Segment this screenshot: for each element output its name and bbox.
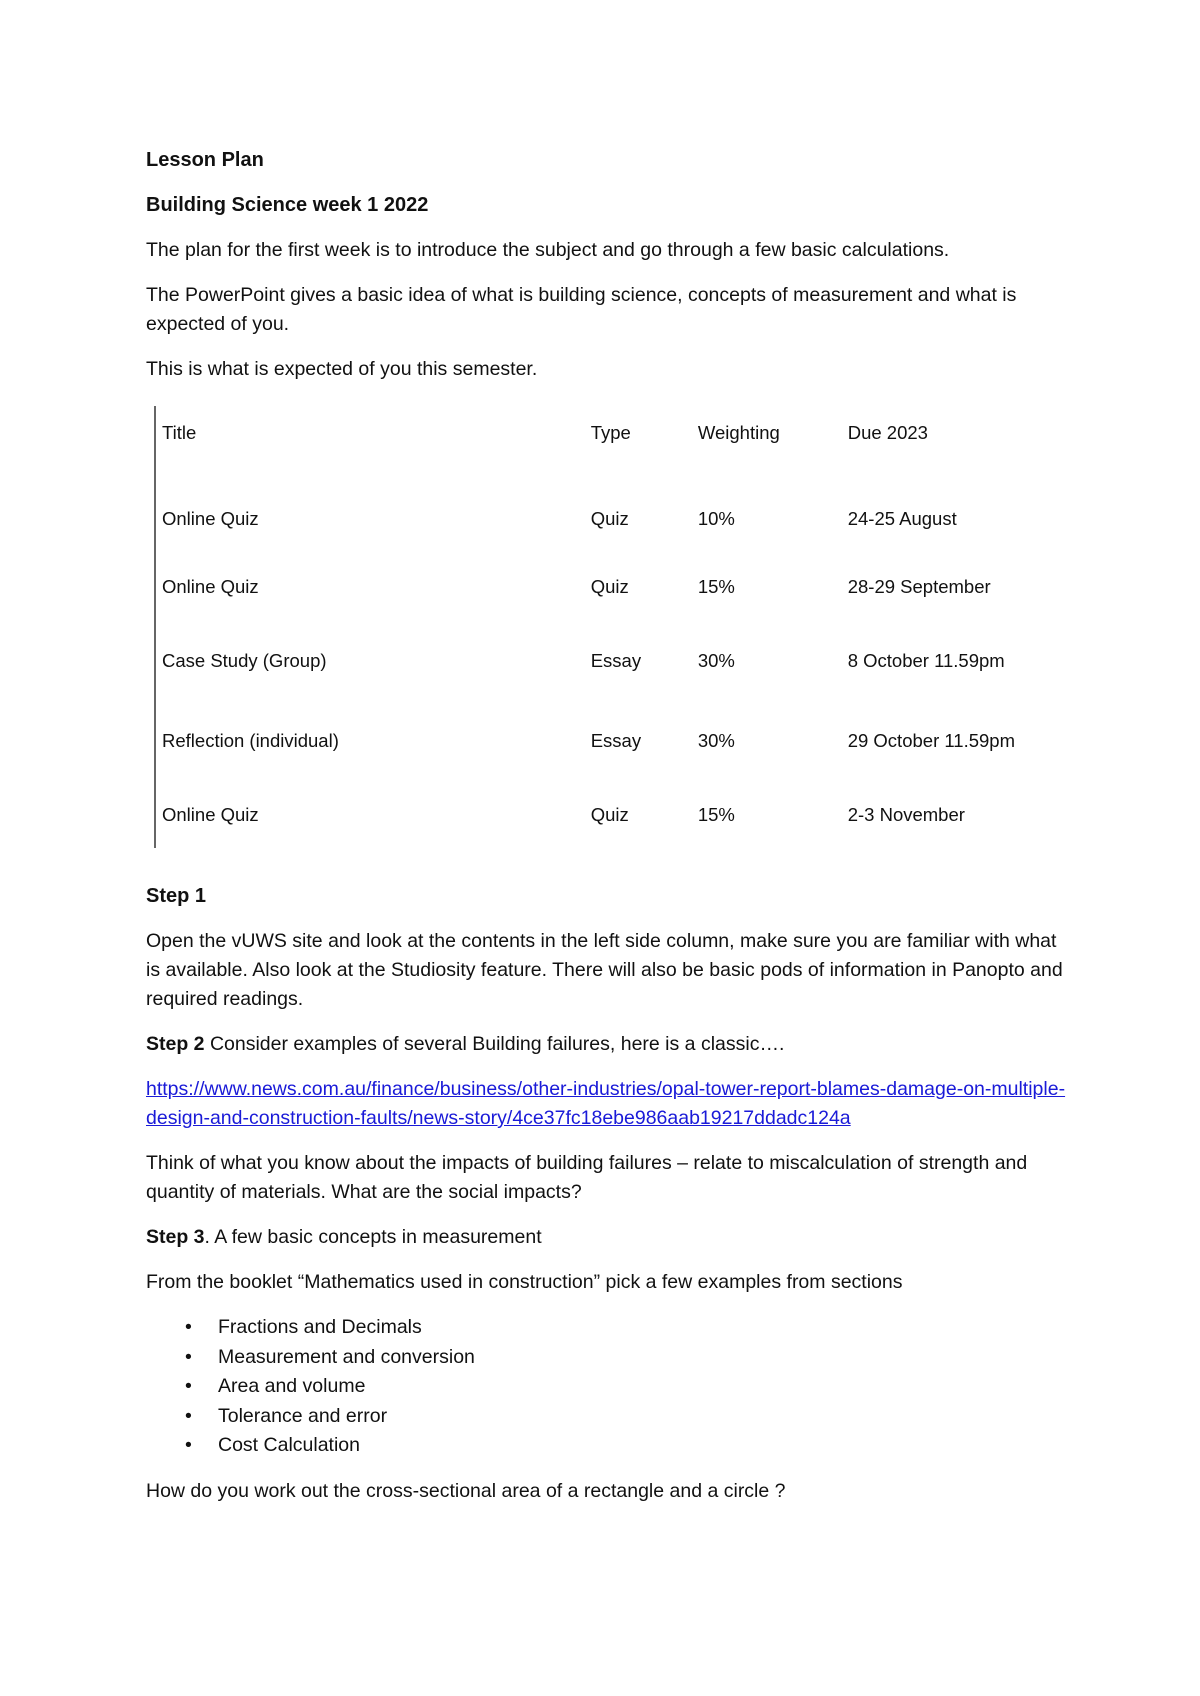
table-cell-due: 8 October 11.59pm <box>847 649 1005 671</box>
table-cell-due: 2-3 November <box>847 803 965 825</box>
table-cell-title: Online Quiz <box>162 575 259 597</box>
step3-text: . A few basic concepts in measurement <box>204 1226 542 1248</box>
table-cell-type: Essay <box>590 649 642 671</box>
document-content <box>146 146 1066 1522</box>
step2-paragraph <box>146 1030 1066 1059</box>
table-cell-type: Quiz <box>590 507 629 529</box>
step2-label: Step 2 <box>146 1033 205 1055</box>
table-row <box>162 780 1066 848</box>
list-item: • Cost Calculation <box>218 1431 1066 1461</box>
step2-text: Consider examples of several Building failures, here is a classic…. <box>204 1033 785 1055</box>
table-header-row <box>162 406 1066 484</box>
table-cell-title: Case Study (Group) <box>162 649 327 671</box>
table-row <box>162 700 1066 780</box>
table-cell-title: Online Quiz <box>162 507 259 529</box>
step1-label: Step 1 <box>146 885 207 907</box>
table-cell-weighting: 10% <box>697 507 735 529</box>
opal-tower-article-link[interactable]: https://www.news.com.au/finance/business/other-industries/opal-tower-report-blames-damage-on-multiple-design-and-construction-faults/news-story/4ce37fc18ebe986aab19217ddadc124a <box>146 1078 1066 1129</box>
sections-list <box>146 1313 1066 1461</box>
list-item: • Measurement and conversion <box>218 1343 1066 1373</box>
question-paragraph: How do you work out the cross-sectional area of a rectangle and a circle ? <box>146 1479 786 1502</box>
step2-followup-paragraph: Think of what you know about the impacts of building failures – relate to miscalculation of strength and quantity of materials. What are the social impacts? <box>146 1152 1028 1203</box>
intro-paragraph: The plan for the first week is to introduce the subject and go through a few basic calculations. <box>146 239 950 261</box>
step1-paragraph: Open the vUWS site and look at the contents in the left side column, make sure you are familiar with what is available. Also look at the Studiosity feature. There will also be basic pods of information in Panopto and required readings. <box>146 930 1063 1010</box>
step1-heading <box>146 882 1066 911</box>
step3-label: Step 3 <box>146 1226 205 1248</box>
powerpoint-paragraph: The PowerPoint gives a basic idea of what is building science, concepts of measurement and what is expected of you. <box>146 284 1017 335</box>
table-cell-weighting: 30% <box>697 649 735 671</box>
page-subtitle: Building Science week 1 2022 <box>146 194 429 216</box>
list-item: • Fractions and Decimals <box>218 1313 1066 1343</box>
table-cell-type: Essay <box>590 729 642 751</box>
booklet-paragraph: From the booklet “Mathematics used in construction” pick a few examples from sections <box>146 1271 903 1293</box>
list-item: • Area and volume <box>218 1372 1066 1402</box>
list-item: • Tolerance and error <box>218 1402 1066 1432</box>
assessment-table <box>154 406 1066 848</box>
table-cell-title: Online Quiz <box>162 803 259 825</box>
table-cell-due: 28-29 September <box>847 575 991 597</box>
table-header-cell: Due 2023 <box>847 422 928 443</box>
table-cell-due: 29 October 11.59pm <box>847 729 1015 751</box>
step2-link-paragraph <box>146 1075 1066 1133</box>
table-cell-due: 24-25 August <box>847 507 957 529</box>
table-row <box>162 552 1066 620</box>
table-header-cell: Type <box>590 422 631 443</box>
step3-paragraph <box>146 1223 1066 1252</box>
table-cell-type: Quiz <box>590 575 629 597</box>
page-title: Lesson Plan <box>146 149 264 171</box>
table-row <box>162 484 1066 552</box>
table-cell-weighting: 15% <box>697 803 735 825</box>
table-header-cell: Title <box>162 422 197 443</box>
table-cell-weighting: 15% <box>697 575 735 597</box>
table-cell-type: Quiz <box>590 803 629 825</box>
table-cell-title: Reflection (individual) <box>162 729 339 751</box>
table-row <box>162 620 1066 700</box>
expected-paragraph: This is what is expected of you this semester. <box>146 358 538 380</box>
table-header-cell: Weighting <box>697 422 780 443</box>
table-cell-weighting: 30% <box>697 729 735 751</box>
